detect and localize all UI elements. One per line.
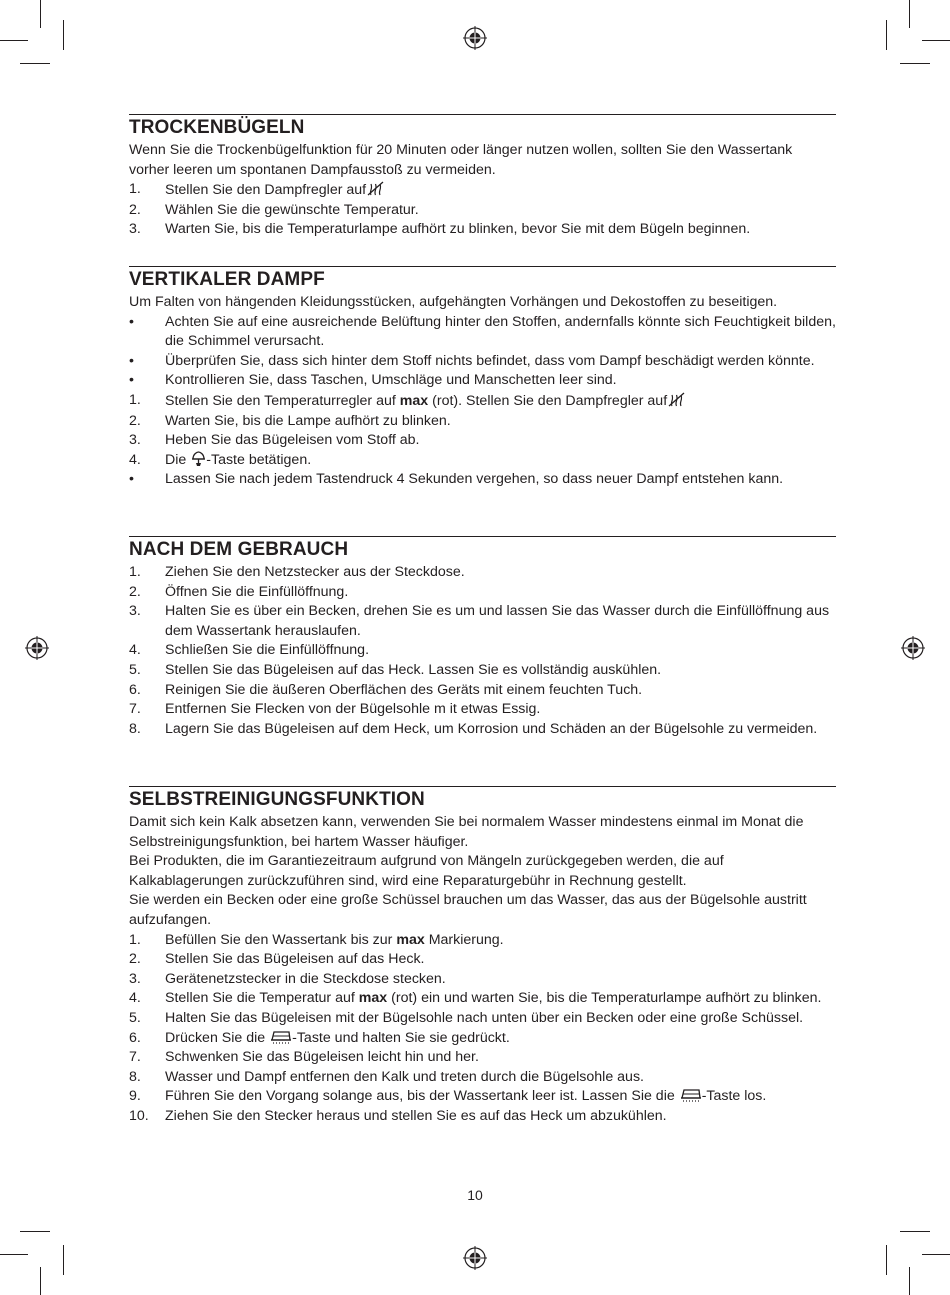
list-item (129, 970, 836, 990)
list-marker: 3. (129, 603, 141, 620)
paragraph: Wenn Sie die Trockenbügelfunktion für 20 Minuten oder länger nutzen wollen, sollten Sie den Wassertank vorher leeren um spontanen Dampfausstoß zu vermeiden. (129, 142, 793, 178)
list-marker: 2. (129, 951, 141, 968)
list-marker: 2. (129, 412, 141, 429)
list-text: Ziehen Sie den Netzstecker aus der Steckdose. (165, 564, 465, 580)
list-text: Warten Sie, bis die Lampe aufhört zu blinken. (165, 412, 451, 429)
crop-mark (886, 1245, 887, 1275)
list-marker: 4. (129, 990, 141, 1007)
crop-mark (40, 1267, 41, 1295)
list-item (129, 1087, 836, 1107)
list-marker: 1. (129, 931, 141, 948)
crop-mark (886, 20, 887, 50)
list-marker: 2. (129, 201, 141, 218)
list-marker: 1. (129, 181, 141, 198)
no-steam-icon (668, 391, 685, 408)
list-item (129, 391, 836, 412)
list-item (129, 412, 836, 432)
list-text: Schwenken Sie das Bügeleisen leicht hin und her. (165, 1049, 479, 1066)
list-marker: 8. (129, 720, 141, 737)
list-text: Ziehen Sie den Stecker heraus und stellen Sie es auf das Heck um abzukühlen. (165, 1107, 667, 1124)
crop-mark (0, 1254, 28, 1255)
bold-value: max (399, 392, 429, 409)
list-marker: 2. (129, 583, 141, 600)
list-text: Achten Sie auf eine ausreichende Belüftung hinter den Stoffen, andernfalls könnte sich Feuchtigkeit bilden, die Schimmel verursacht. (165, 313, 836, 350)
list-item (129, 451, 836, 471)
section-rule (129, 786, 836, 787)
page-number: 10 (467, 1187, 483, 1203)
list-marker: 10. (129, 1107, 149, 1124)
list-text: Heben Sie das Bügeleisen vom Stoff ab. (165, 432, 420, 449)
bold-value: max (358, 990, 388, 1007)
steam-burst-icon (191, 451, 206, 467)
list-marker: 5. (129, 1009, 141, 1026)
list-marker: 3. (129, 432, 141, 449)
list-text: Die (165, 451, 187, 468)
list-text: -Taste betätigen. (206, 451, 312, 468)
list-marker: 8. (129, 1068, 141, 1085)
crop-mark (900, 1231, 930, 1232)
paragraph: Damit sich kein Kalk absetzen kann, verwenden Sie bei normalem Wasser mindestens einmal im Monat die Selbstreinigungsfunktion, bei hartem Wasser häufiger. (129, 814, 804, 850)
list-item (129, 1107, 836, 1127)
self-clean-icon (270, 1029, 292, 1045)
list-marker: 7. (129, 1049, 141, 1066)
list-marker: 3. (129, 970, 141, 987)
list-text: Warten Sie, bis die Temperaturlampe aufhört zu blinken, bevor Sie mit dem Bügeln beginnen. (165, 221, 751, 238)
list-text: Markierung. (428, 931, 504, 948)
list-text: Entfernen Sie Flecken von der Bügelsohle m it etwas Essig. (165, 701, 541, 718)
list-item (129, 563, 836, 583)
section-title: VERTIKALER DAMPF (129, 269, 325, 290)
list-text: Drücken Sie die (165, 1029, 266, 1046)
list-text: Stellen Sie den Dampfregler auf (165, 182, 367, 199)
section-selbstreinigungsfunktion (129, 786, 836, 1127)
list-item (129, 583, 836, 603)
section-rule (129, 536, 836, 537)
list-text: Befüllen Sie den Wassertank bis zur (165, 931, 393, 948)
list-marker: 6. (129, 681, 141, 698)
list-marker: 1. (129, 391, 141, 408)
list-marker: 4. (129, 451, 141, 468)
paragraph: Sie werden ein Becken oder eine große Schüssel brauchen um das Wasser, das aus der Bügelsohle austritt aufzufangen. (129, 892, 807, 928)
list-marker: • (129, 352, 134, 369)
list-text: Lassen Sie nach jedem Tastendruck 4 Sekunden vergehen, so dass neuer Dampf entstehen kann. (165, 471, 784, 488)
section-trockenbuegeln (129, 114, 836, 240)
list-text: Überprüfen Sie, dass sich hinter dem Stoff nichts befindet, dass vom Dampf beschädigt werden könnte. (165, 352, 815, 369)
list-marker: 3. (129, 221, 141, 238)
list-text: Stellen Sie den Temperaturregler auf (165, 392, 396, 409)
list-text: Stellen Sie die Temperatur auf (165, 990, 355, 1007)
list-item (129, 1029, 836, 1049)
list-marker: • (129, 471, 134, 488)
list-text: -Taste und halten Sie sie gedrückt. (292, 1029, 510, 1046)
list-item (129, 1048, 836, 1068)
crop-mark (20, 1231, 50, 1232)
list-marker: 9. (129, 1088, 141, 1105)
list-item (129, 313, 836, 352)
list-item (129, 352, 836, 372)
list-item (129, 602, 836, 641)
crop-mark (63, 1245, 64, 1275)
list-text: Schließen Sie die Einfüllöffnung. (165, 642, 370, 659)
crop-mark (40, 0, 41, 28)
registration-mark (463, 26, 487, 50)
list-item (129, 661, 836, 681)
list-marker: 1. (129, 564, 141, 580)
list-item (129, 431, 836, 451)
crop-mark (63, 20, 64, 50)
list-marker: 4. (129, 642, 141, 659)
section-title: SELBSTREINIGUNGSFUNKTION (129, 789, 425, 810)
list-text: Halten Sie das Bügeleisen mit der Bügelsohle nach unten über ein Becken oder eine große Schüssel. (165, 1009, 804, 1026)
registration-mark (463, 1246, 487, 1270)
list-item (129, 470, 836, 490)
list-marker: 7. (129, 701, 141, 718)
list-item (129, 681, 836, 701)
section-rule (129, 266, 836, 267)
list-text: (rot) ein und warten Sie, bis die Temperaturlampe aufhört zu blinken. (391, 990, 822, 1007)
bold-value: max (396, 931, 425, 948)
list-item (129, 180, 836, 201)
list-text: Stellen Sie das Bügeleisen auf das Heck. (165, 951, 425, 968)
list-text: -Taste los. (701, 1088, 767, 1105)
list-item (129, 371, 836, 391)
paragraph: Bei Produkten, die im Garantiezeitraum aufgrund von Mängeln zurückgegeben werden, die auf Kalkablagerungen zurückzuführen sind, wird eine Reparaturgebühr in Rechnung gestellt. (129, 853, 724, 889)
no-steam-icon (367, 180, 384, 197)
crop-mark (0, 40, 28, 41)
list-text: Halten Sie es über ein Becken, drehen Sie es um und lassen Sie das Wasser durch die Einfüllöffnung aus dem Wassertank herauslaufen. (165, 603, 830, 639)
registration-mark (901, 636, 925, 660)
list-text: Öffnen Sie die Einfüllöffnung. (165, 583, 349, 600)
paragraph: Um Falten von hängenden Kleidungsstücken, aufgehängten Vorhängen und Dekostoffen zu beseitigen. (129, 294, 778, 310)
list-text: Kontrollieren Sie, dass Taschen, Umschläge und Manschetten leer sind. (165, 372, 617, 389)
list-marker: 6. (129, 1029, 141, 1046)
list-item (129, 989, 836, 1009)
list-item (129, 201, 836, 221)
list-item (129, 641, 836, 661)
list-item (129, 1068, 836, 1088)
list-text: Lagern Sie das Bügeleisen auf dem Heck, um Korrosion und Schäden an der Bügelsohle zu vermeiden. (165, 720, 818, 737)
section-nach-dem-gebrauch (129, 536, 836, 739)
crop-mark (909, 0, 910, 28)
section-vertikaler-dampf (129, 266, 836, 490)
crop-mark (20, 63, 50, 64)
list-item (129, 720, 836, 740)
list-text: Gerätenetzstecker in die Steckdose stecken. (165, 970, 446, 987)
list-text: Führen Sie den Vorgang solange aus, bis der Wassertank leer ist. Lassen Sie die (165, 1088, 675, 1105)
crop-mark (900, 63, 930, 64)
list-marker: 5. (129, 661, 141, 678)
section-title: TROCKENBÜGELN (129, 117, 305, 138)
list-text: Stellen Sie das Bügeleisen auf das Heck. Lassen Sie es vollständig auskühlen. (165, 661, 662, 678)
list-item (129, 220, 836, 240)
list-item (129, 931, 836, 951)
list-text: (rot). Stellen Sie den Dampfregler auf (432, 392, 668, 409)
crop-mark (922, 40, 950, 41)
list-marker: • (129, 372, 134, 389)
section-title: NACH DEM GEBRAUCH (129, 539, 349, 560)
list-text: Reinigen Sie die äußeren Oberflächen des Geräts mit einem feuchten Tuch. (165, 681, 643, 698)
list-item (129, 950, 836, 970)
registration-mark (25, 636, 49, 660)
self-clean-icon (680, 1087, 702, 1103)
list-text: Wasser und Dampf entfernen den Kalk und treten durch die Bügelsohle aus. (165, 1068, 644, 1085)
crop-mark (909, 1267, 910, 1295)
list-marker: • (129, 313, 134, 330)
list-text: Wählen Sie die gewünschte Temperatur. (165, 201, 419, 218)
section-rule (129, 114, 836, 115)
list-item (129, 700, 836, 720)
list-item (129, 1009, 836, 1029)
crop-mark (922, 1254, 950, 1255)
